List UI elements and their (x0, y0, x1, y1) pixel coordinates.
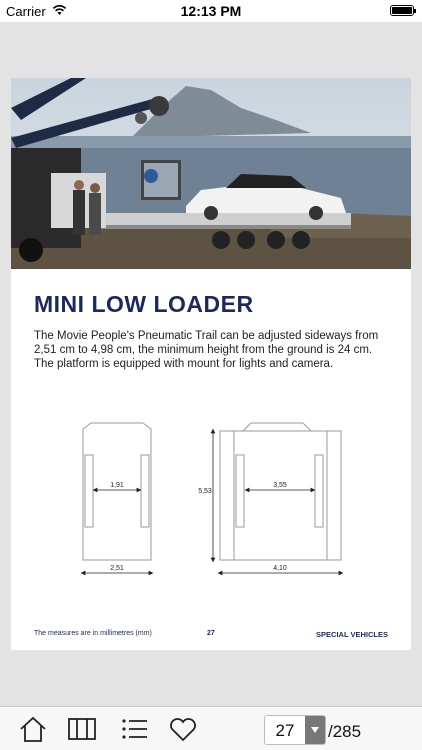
footer-page-number: 27 (207, 630, 215, 637)
document-page (11, 78, 411, 650)
favorite-heart-icon[interactable] (168, 715, 198, 743)
total-pages: /285 (328, 722, 362, 741)
carrier-label: Carrier (6, 4, 46, 19)
right-inner-width: 3,55 (273, 482, 287, 489)
pages-icon[interactable] (67, 715, 97, 743)
battery-icon (390, 5, 414, 16)
home-icon[interactable] (18, 715, 48, 743)
right-trailer-drawing (220, 423, 341, 560)
right-height: 5,53 (198, 488, 212, 495)
footer-section-title: SPECIAL VEHICLES (316, 630, 388, 639)
chevron-down-icon[interactable] (305, 716, 325, 744)
bottom-toolbar (0, 706, 422, 750)
footer-note: The measures are in millimetres (mm) (34, 630, 152, 637)
current-page-number: 27 (275, 721, 295, 740)
vehicle-photo (11, 78, 411, 269)
list-icon[interactable] (120, 715, 150, 743)
page-description: The Movie People's Pneumatic Trail can be adjusted sideways from 2,51 cm to 4,98 cm, the minimum height from the ground is 24 cm. The platform is equipped with mount for lights and camera. (34, 330, 379, 370)
page-title: MINI LOW LOADER (34, 291, 254, 317)
status-time: 12:13 PM (180, 3, 242, 19)
left-outer-width: 2,51 (110, 565, 124, 572)
left-inner-width: 1,91 (110, 482, 124, 489)
dimension-drawings (11, 413, 411, 583)
right-outer-width: 4,10 (273, 565, 287, 572)
left-trailer-drawing (83, 423, 151, 560)
status-bar (0, 0, 422, 22)
page-selector[interactable] (264, 715, 326, 745)
